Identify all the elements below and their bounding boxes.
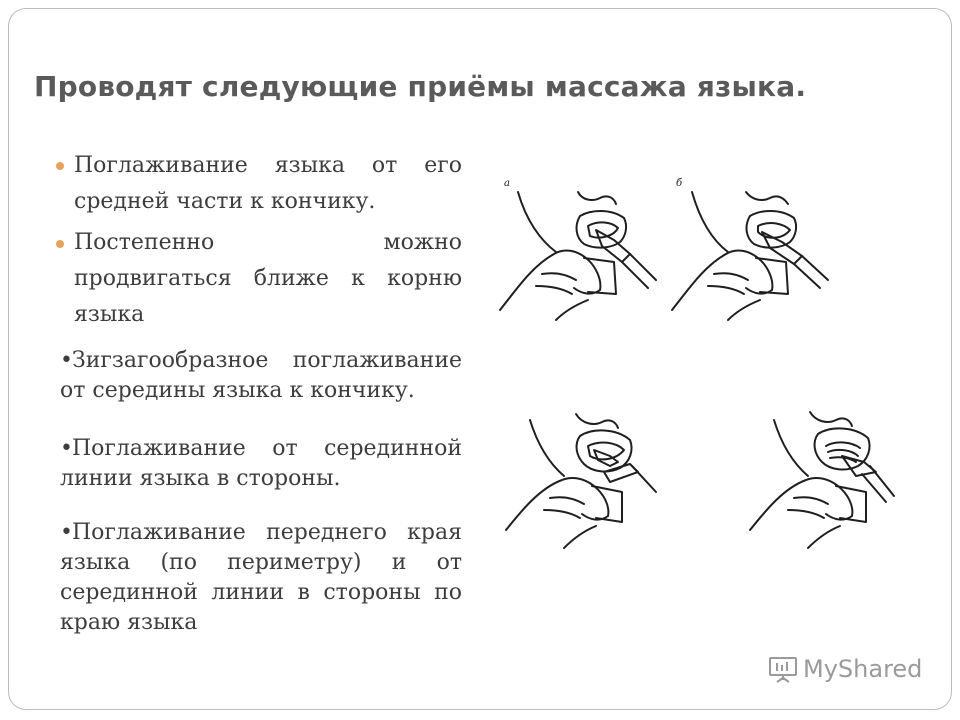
bullet-marker — [56, 240, 64, 248]
bullet-item-4: •Поглаживание от серединной линии языка в стороны. — [60, 436, 462, 491]
watermark-logo — [767, 654, 922, 684]
tongue-massage-illustration-d — [744, 400, 914, 560]
bullet-item-2: Постепенно можно продвигаться ближе к корню языка — [74, 230, 462, 327]
tongue-massage-illustration-b — [666, 170, 836, 335]
bullet-item-3: •Зигзагообразное поглаживание от середины языка к кончику. — [60, 348, 462, 403]
bullet-item-5: •Поглаживание переднего края языка (по периметру) и от серединной линии в стороны по краю языка — [60, 520, 462, 635]
figure-label-a: а — [504, 178, 510, 189]
presentation-board-icon — [767, 654, 799, 684]
bullet-item-1: Поглаживание языка от его средней части к кончику. — [74, 153, 462, 214]
slide-title: Проводят следующие приёмы массажа языка. — [34, 70, 807, 103]
tongue-massage-illustration-c — [500, 400, 670, 560]
tongue-massage-illustration-a — [496, 170, 666, 335]
figure-label-b: б — [676, 178, 683, 189]
bullet-marker — [56, 162, 64, 170]
watermark-text: MyShared — [803, 655, 923, 683]
